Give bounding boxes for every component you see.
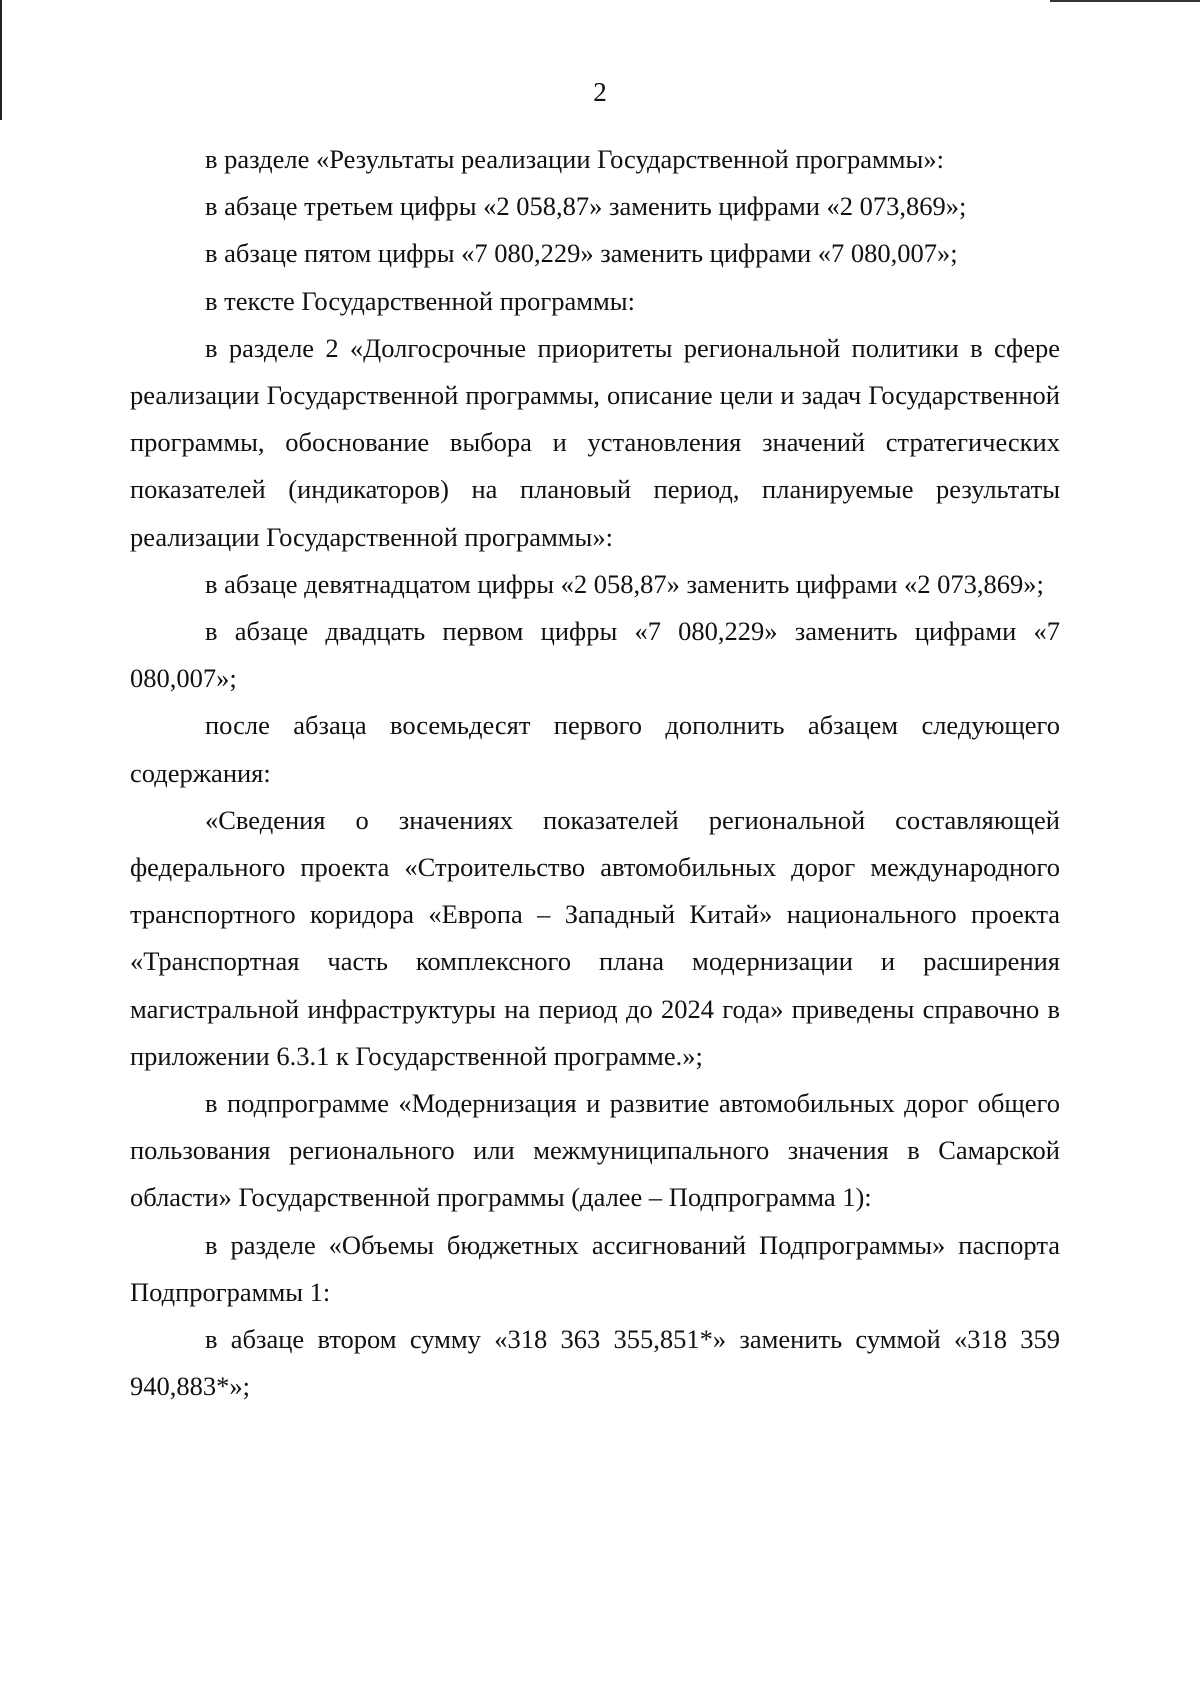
paragraph: в абзаце двадцать первом цифры «7 080,229» заменить цифрами «7 080,007»; — [130, 616, 1060, 694]
paragraph: «Сведения о значениях показателей региональной составляющей федерального проекта «Строительство автомобильных дорог международного транспортного коридора «Европа – Западный Китай» национального проекта «Транспортная часть комплексного плана модернизации и расширения магистральной инфраструктуры на период до 2024 года» приведены справочно в приложении 6.3.1 к Государственной программе.»; — [130, 804, 1060, 1071]
document-body — [130, 136, 1060, 1410]
paragraph: в абзаце втором сумму «318 363 355,851*» заменить суммой «318 359 940,883*»; — [130, 1324, 1060, 1402]
paragraph: в абзаце девятнадцатом цифры «2 058,87» заменить цифрами «2 073,869»; — [205, 568, 1044, 599]
paragraph: в разделе 2 «Долгосрочные приоритеты региональной политики в сфере реализации Государственной программы, описание цели и задач Государственной программы, обоснование выбора и установления значений стратегических показателей (индикаторов) на плановый период, планируемые результаты реализации Государственной программы»: — [130, 332, 1060, 552]
paragraph: в тексте Государственной программы: — [205, 285, 635, 316]
paragraph: в разделе «Объемы бюджетных ассигнований Подпрограммы» паспорта Подпрограммы 1: — [130, 1229, 1060, 1307]
paragraph: в разделе «Результаты реализации Государственной программы»: — [205, 144, 944, 174]
scan-edge-mark — [1050, 0, 1200, 2]
paragraph: в абзаце пятом цифры «7 080,229» заменить цифрами «7 080,007»; — [205, 238, 958, 269]
paragraph: в подпрограмме «Модернизация и развитие автомобильных дорог общего пользования регионального или межмуниципального значения в Самарской области» Государственной программы (далее – Подпрограмма 1): — [130, 1088, 1060, 1213]
paragraph: в абзаце третьем цифры «2 058,87» заменить цифрами «2 073,869»; — [205, 191, 967, 222]
page-number: 2 — [593, 77, 607, 107]
paragraph: после абзаца восемьдесят первого дополнить абзацем следующего содержания: — [130, 710, 1060, 788]
